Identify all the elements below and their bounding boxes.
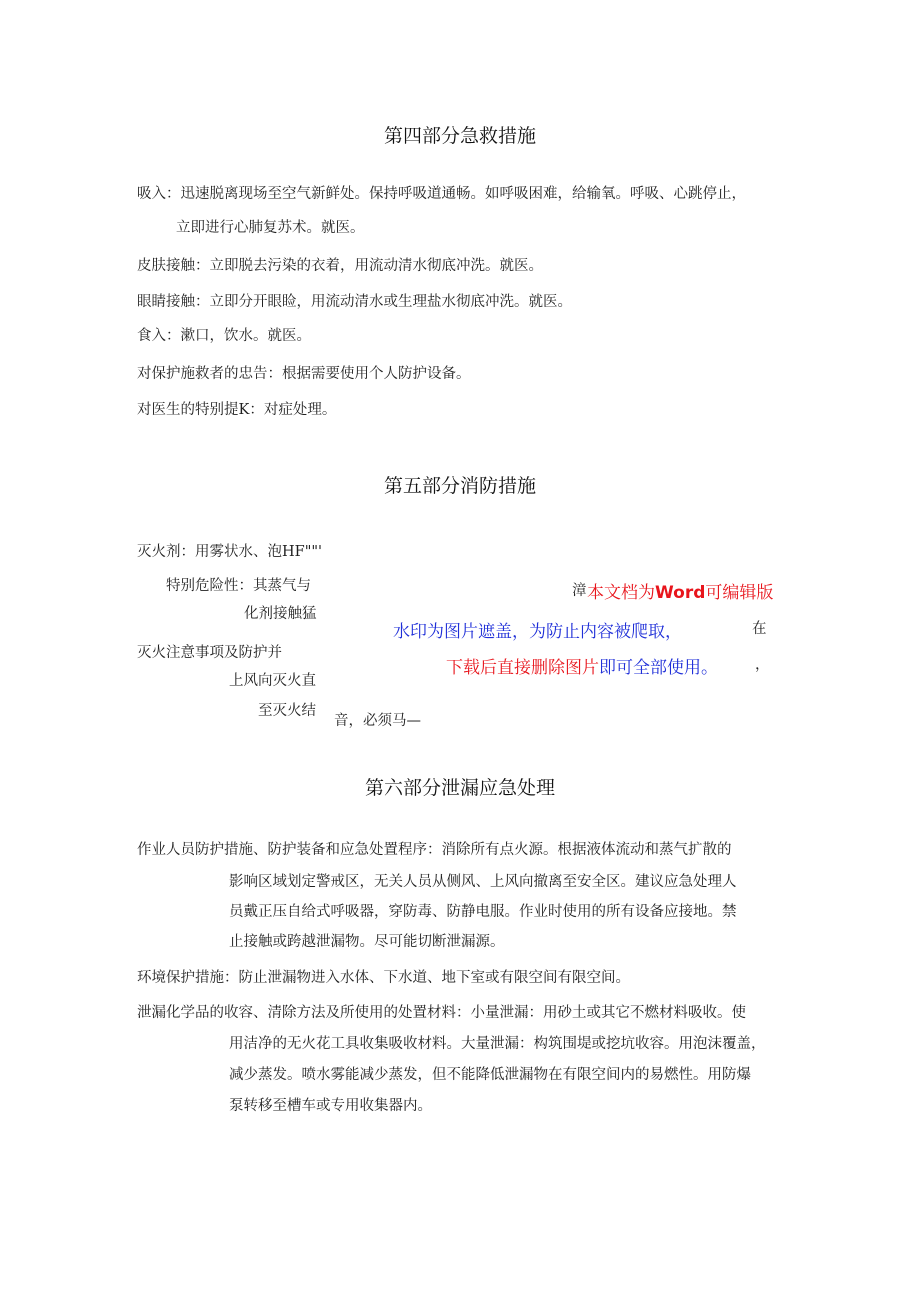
watermark-text: 本文档为: [587, 583, 655, 603]
hidden-text-fragment: ，: [755, 657, 770, 673]
fire-notes-text-cont: 上风向灭火直: [229, 673, 316, 689]
watermark-text: 可编辑版: [705, 583, 774, 603]
personnel-measures-text-cont2: 员戴正压自给式呼吸器，穿防毒、防静电服。作业时使用的所有设备应接地。禁: [229, 904, 737, 920]
cleanup-methods-text-cont3: 泵转移至槽车或专用收集器内。: [229, 1098, 432, 1114]
eye-contact-text: 眼睛接触：立即分开眼睑，用流动清水或生理盐水彻底冲洗。就医。: [137, 294, 572, 310]
special-hazard-text: 特别危险性：其蒸气与: [166, 578, 311, 594]
watermark-line-2: 水印为图片遮盖，为防止内容被爬取，: [393, 622, 682, 642]
hidden-text-fragment: 漳: [572, 583, 587, 599]
extinguishing-agent-text: 灭火剂：用雾状水、泡HF""': [137, 544, 323, 560]
hidden-text-fragment: 在: [752, 621, 767, 637]
watermark-text: 下载后直接删除图片: [446, 658, 599, 678]
watermark-text: 即可全部使用。: [599, 658, 718, 678]
ingestion-text: 食入：漱口，饮水。就医。: [137, 328, 311, 344]
section-4-title: 第四部分急救措施: [383, 125, 536, 147]
inhalation-text-cont: 立即进行心肺复苏术。就医。: [176, 220, 365, 236]
cleanup-methods-text-cont: 用洁净的无火花工具收集吸收材料。大量泄漏：构筑围堤或挖坑收容。用泡沫覆盖，: [229, 1036, 766, 1052]
inhalation-text: 吸入：迅速脱离现场至空气新鲜处。保持呼吸道通畅。如呼吸困难，给输氧。呼吸、心跳停止，: [137, 186, 746, 202]
environment-measures-text: 环境保护措施：防止泄漏物进入水体、下水道、地下室或有限空间有限空间。: [137, 970, 630, 986]
watermark-word: Word: [655, 583, 706, 603]
personnel-measures-text-cont3: 止接触或跨越泄漏物。尽可能切断泄漏源。: [229, 934, 505, 950]
cleanup-methods-text: 泄漏化学品的收容、清除方法及所使用的处置材料：小量泄漏：用砂土或其它不燃材料吸收。使: [137, 1005, 746, 1021]
special-hazard-text-cont: 化剂接触猛: [244, 606, 317, 622]
watermark-line-3: [446, 653, 718, 678]
section-5-title: 第五部分消防措施: [383, 475, 536, 497]
personnel-measures-text-cont: 影响区域划定警戒区，无关人员从侧风、上风向撤离至安全区。建议应急处理人: [229, 874, 737, 890]
skin-contact-text: 皮肤接触：立即脱去污染的衣着，用流动清水彻底冲洗。就医。: [137, 258, 543, 274]
watermark-line-1: [587, 578, 773, 603]
fire-notes-text-cont2: 至灭火结: [258, 703, 316, 719]
section-6-title: 第六部分泄漏应急处理: [364, 777, 555, 799]
fire-notes-text: 灭火注意事项及防护并: [137, 645, 282, 661]
rescuer-advice-text: 对保护施救者的忠告：根据需要使用个人防护设备。: [137, 366, 471, 382]
personnel-measures-text: 作业人员防护措施、防护装备和应急处置程序：消除所有点火源。根据液体流动和蒸气扩散的: [137, 842, 732, 858]
doctor-note-text: 对医生的特别提K：对症处理。: [137, 402, 337, 418]
fire-notes-text-cont3: 音，必须马—: [334, 713, 421, 729]
cleanup-methods-text-cont2: 减少蒸发。喷水雾能减少蒸发，但不能降低泄漏物在有限空间内的易燃性。用防爆: [229, 1067, 751, 1083]
